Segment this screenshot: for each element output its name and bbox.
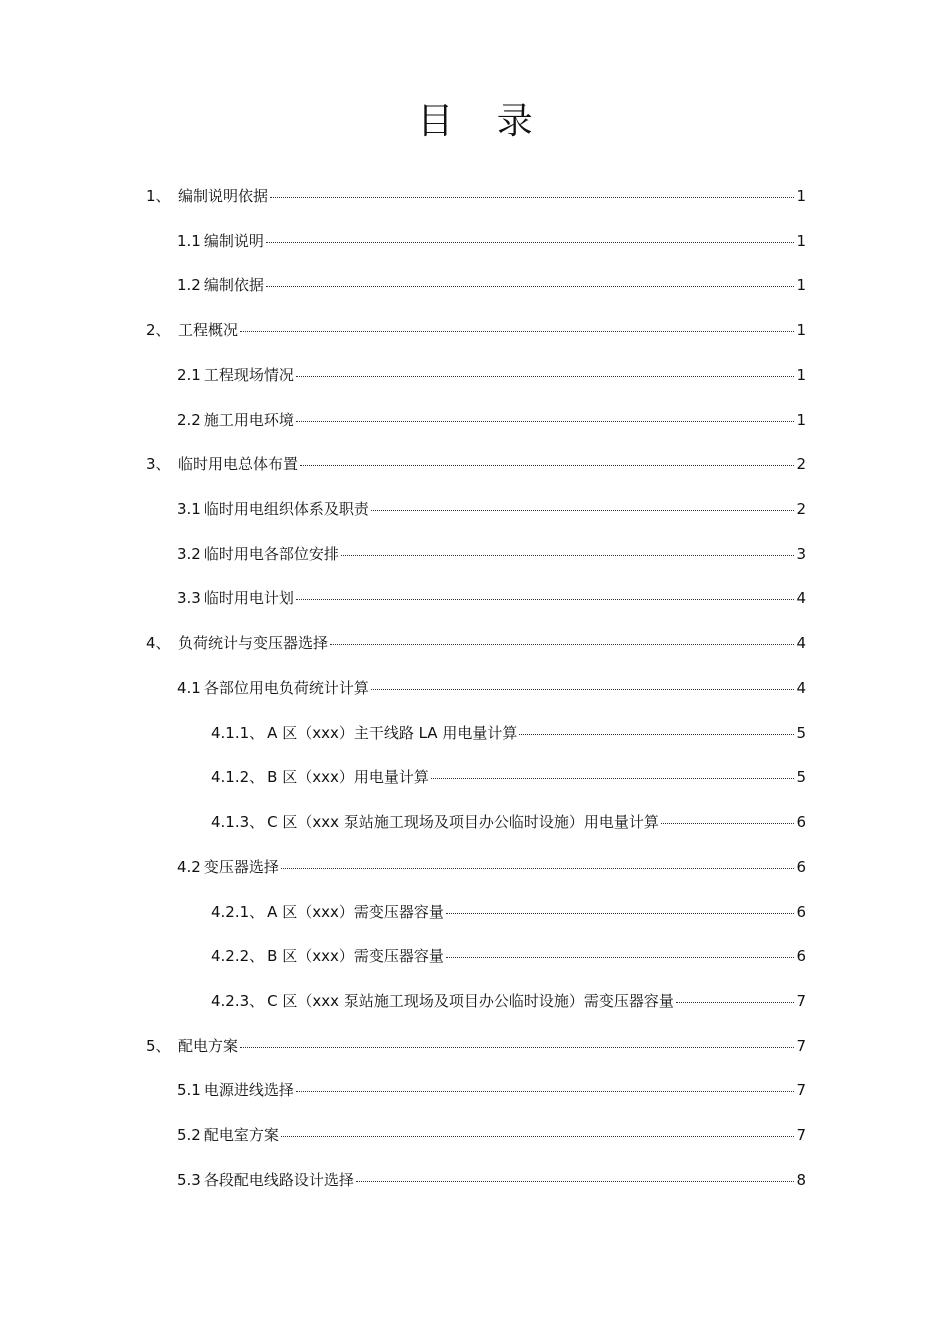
dot-leader bbox=[341, 555, 795, 556]
toc-entry-title: B 区（xxx）需变压器容量 bbox=[267, 947, 444, 966]
toc-entry-title: 编制说明依据 bbox=[178, 187, 269, 205]
toc-entry[interactable] bbox=[0, 399, 950, 444]
dot-leader bbox=[266, 242, 795, 243]
toc-entry-title: B 区（xxx）用电量计算 bbox=[267, 768, 429, 787]
dot-leader bbox=[431, 778, 795, 779]
dot-leader bbox=[300, 465, 794, 466]
toc-entry[interactable] bbox=[0, 443, 950, 488]
toc-entry-number: 4、 bbox=[146, 634, 171, 653]
toc-entry-title: 临时用电计划 bbox=[203, 589, 294, 608]
toc-entry[interactable] bbox=[0, 577, 950, 622]
dot-leader bbox=[296, 376, 795, 377]
toc-entry[interactable] bbox=[0, 488, 950, 533]
toc-entry[interactable] bbox=[0, 712, 950, 757]
toc-entry-title: 配电方案 bbox=[178, 1036, 239, 1055]
toc-entry-number: 2.2 bbox=[177, 410, 201, 429]
dot-leader bbox=[240, 1047, 794, 1048]
toc-entry-number: 4.1.3、 bbox=[211, 813, 265, 832]
toc-entry[interactable] bbox=[0, 891, 950, 936]
toc-entry-number: 5、 bbox=[146, 1036, 171, 1055]
dot-leader bbox=[371, 689, 795, 690]
toc-entry-page: 6 bbox=[796, 857, 806, 876]
dot-leader bbox=[330, 644, 794, 645]
toc-entry[interactable] bbox=[0, 309, 950, 354]
toc-entry-page: 1 bbox=[796, 231, 806, 250]
toc-entry-page: 4 bbox=[796, 589, 806, 608]
dot-leader bbox=[281, 1136, 795, 1137]
toc-entry-number: 4.2.2、 bbox=[211, 947, 265, 966]
toc-entry[interactable] bbox=[0, 667, 950, 712]
toc-entry-page: 4 bbox=[796, 634, 806, 653]
toc-entry-title: A 区（xxx）主干线路 LA 用电量计算 bbox=[267, 723, 518, 742]
toc-entry[interactable] bbox=[0, 175, 950, 220]
toc-entry-number: 1.2 bbox=[177, 276, 201, 295]
toc-entry[interactable] bbox=[0, 846, 950, 891]
dot-leader bbox=[281, 868, 795, 869]
dot-leader bbox=[296, 599, 795, 600]
toc-entry-page: 1 bbox=[796, 276, 806, 295]
toc-entry[interactable] bbox=[0, 354, 950, 399]
toc-entry-page: 4 bbox=[796, 678, 806, 697]
toc-entry-number: 3.1 bbox=[177, 500, 201, 519]
toc-entry[interactable] bbox=[0, 533, 950, 578]
toc-entry[interactable] bbox=[0, 1069, 950, 1114]
toc-entry-title: 编制说明 bbox=[203, 231, 264, 250]
dot-leader bbox=[446, 913, 795, 914]
toc-entry[interactable] bbox=[0, 980, 950, 1025]
toc-entry-number: 5.2 bbox=[177, 1126, 201, 1145]
toc-entry-page: 7 bbox=[796, 1081, 806, 1100]
toc-entry-title: 负荷统计与变压器选择 bbox=[178, 634, 329, 653]
toc-entry-page: 6 bbox=[796, 947, 806, 966]
toc-entry-number: 1、 bbox=[146, 187, 171, 205]
toc-entry-number: 2、 bbox=[146, 321, 171, 340]
toc-entry-page: 8 bbox=[796, 1170, 806, 1189]
dot-leader bbox=[296, 1091, 795, 1092]
toc-entry-page: 5 bbox=[796, 723, 806, 742]
toc-entry[interactable] bbox=[0, 935, 950, 980]
toc-entry-page: 7 bbox=[796, 1036, 806, 1055]
dot-leader bbox=[270, 197, 794, 198]
dot-leader bbox=[296, 421, 795, 422]
dot-leader bbox=[446, 957, 795, 958]
toc-entry-title: C 区（xxx 泵站施工现场及项目办公临时设施）用电量计算 bbox=[267, 813, 659, 832]
toc-entry-number: 3、 bbox=[146, 455, 171, 474]
toc-entry-title: 各部位用电负荷统计计算 bbox=[203, 678, 369, 697]
table-of-contents bbox=[0, 175, 950, 1204]
toc-entry-number: 2.1 bbox=[177, 365, 201, 384]
toc-entry-page: 1 bbox=[796, 321, 806, 340]
toc-entry-number: 5.3 bbox=[177, 1170, 201, 1189]
toc-entry-title: 配电室方案 bbox=[203, 1126, 279, 1145]
toc-entry-number: 4.2.1、 bbox=[211, 902, 265, 921]
toc-entry-number: 4.1.1、 bbox=[211, 723, 265, 742]
toc-entry[interactable] bbox=[0, 1025, 950, 1070]
toc-entry-page: 1 bbox=[796, 365, 806, 384]
toc-entry-title: 编制依据 bbox=[203, 276, 264, 295]
toc-entry[interactable] bbox=[0, 264, 950, 309]
toc-entry-title: 施工用电环境 bbox=[203, 410, 294, 429]
dot-leader bbox=[371, 510, 795, 511]
dot-leader bbox=[676, 1002, 795, 1003]
toc-entry-title: 临时用电总体布置 bbox=[178, 455, 299, 474]
toc-entry-title: 临时用电各部位安排 bbox=[203, 544, 339, 563]
dot-leader bbox=[519, 734, 794, 735]
toc-entry-page: 3 bbox=[796, 544, 806, 563]
toc-entry-number: 3.2 bbox=[177, 544, 201, 563]
toc-entry[interactable] bbox=[0, 622, 950, 667]
toc-entry-title: 电源进线选择 bbox=[203, 1081, 294, 1100]
toc-entry-page: 2 bbox=[796, 455, 806, 474]
toc-entry-page: 5 bbox=[796, 768, 806, 787]
toc-entry-title: 工程概况 bbox=[178, 321, 239, 340]
toc-entry-page: 7 bbox=[796, 991, 806, 1010]
page-title: 目 录 bbox=[417, 101, 549, 142]
toc-entry-title: 变压器选择 bbox=[203, 857, 279, 876]
toc-entry-number: 4.1 bbox=[177, 678, 201, 697]
toc-entry-number: 4.2 bbox=[177, 857, 201, 876]
toc-entry[interactable] bbox=[0, 220, 950, 265]
toc-entry-page: 7 bbox=[796, 1126, 806, 1145]
toc-entry-page: 6 bbox=[796, 813, 806, 832]
toc-entry-page: 1 bbox=[796, 410, 806, 429]
toc-entry-number: 4.2.3、 bbox=[211, 991, 265, 1010]
toc-entry-title: 各段配电线路设计选择 bbox=[203, 1170, 354, 1189]
toc-entry-title: 临时用电组织体系及职责 bbox=[203, 500, 369, 519]
dot-leader bbox=[240, 331, 794, 332]
toc-entry[interactable] bbox=[0, 1114, 950, 1159]
toc-entry[interactable] bbox=[0, 756, 950, 801]
toc-entry[interactable] bbox=[0, 801, 950, 846]
toc-entry-title: C 区（xxx 泵站施工现场及项目办公临时设施）需变压器容量 bbox=[267, 991, 674, 1010]
toc-entry[interactable] bbox=[0, 1159, 950, 1204]
dot-leader bbox=[661, 823, 795, 824]
toc-entry-number: 3.3 bbox=[177, 589, 201, 608]
toc-entry-page: 2 bbox=[796, 500, 806, 519]
toc-entry-number: 5.1 bbox=[177, 1081, 201, 1100]
toc-entry-number: 4.1.2、 bbox=[211, 768, 265, 787]
dot-leader bbox=[356, 1181, 795, 1182]
toc-entry-title: A 区（xxx）需变压器容量 bbox=[267, 902, 444, 921]
toc-entry-page: 6 bbox=[796, 902, 806, 921]
toc-entry-title: 工程现场情况 bbox=[203, 365, 294, 384]
toc-entry-number: 1.1 bbox=[177, 231, 201, 250]
toc-entry-page: 1 bbox=[796, 187, 806, 205]
dot-leader bbox=[266, 286, 795, 287]
